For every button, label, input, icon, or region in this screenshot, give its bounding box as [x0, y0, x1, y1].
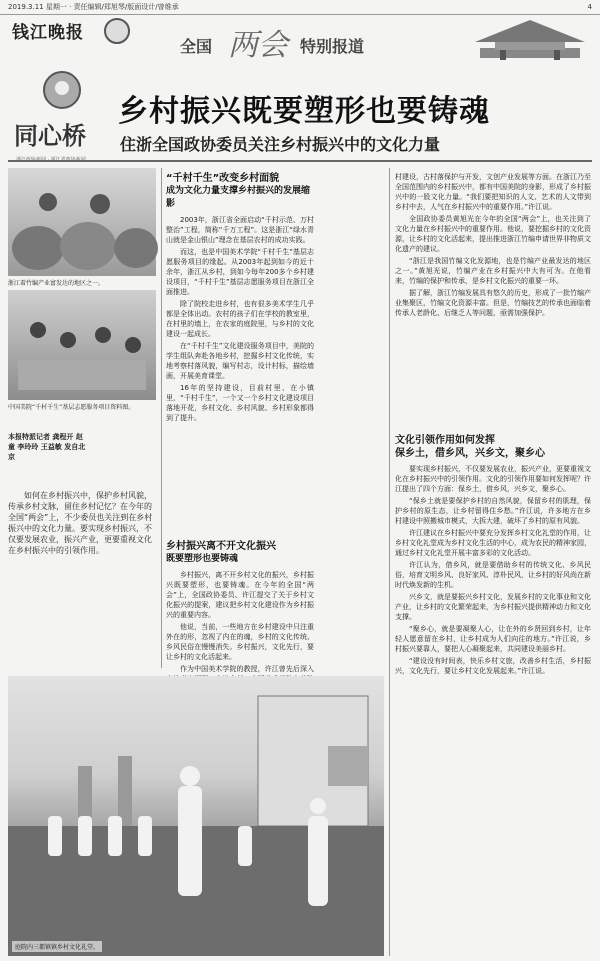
- paragraph: 村建设，古村落保护与开发，文创产业发展等方面。在浙江乃至全国范围内的乡村振兴中，都有中国美院的身影，形成了乡村振兴中的一股文化力量。“我们要把知识的人文、艺术的人文带到乡村中去，人气在乡村振兴中的重要作用。”许江说。: [395, 173, 591, 211]
- section-two: [166, 540, 314, 680]
- paragraph: “保乡土就是要保护乡村的自然风貌，保留乡村的肌理，保护乡村的原生态，让乡村留得住乡愁。”许江说，许多地方在乡村建设中照搬城市模式，大拆大建，破坏了乡村的原有风貌。: [395, 497, 591, 525]
- section-title: 保乡土，借乡风，兴乡文，聚乡心: [395, 448, 545, 459]
- byline: 本报特派记者 龚程开 赵童 李玲玲 王益敏 发自北京: [8, 433, 86, 461]
- paragraph: 全国政协委员黄旭光在今年的全国“两会”上，也关注到了文化力量在乡村振兴中的重要作用。他说，要挖掘乡村的文化资源，让乡村的文化活起来，提出推进浙江竹编申请世界非物质文化遗产的建议。: [395, 215, 591, 253]
- section-three: [395, 434, 591, 950]
- section-title: “千村千生”改变乡村面貌: [166, 173, 280, 184]
- section-body: [395, 464, 591, 950]
- paragraph: 在“千村千生”文化建设服务项目中，美院的学生组队奔赴各地乡村，挖掘乡村文化传统，实地考察村落风貌，编写村志，设计村标，描绘墙画，开展美育课堂。: [166, 342, 314, 380]
- header-divider: [8, 160, 592, 162]
- issue-info: 2019.3.11 星期一 · 责任编辑/郑旭琴/版面设计/曾维承: [8, 3, 179, 11]
- classroom-photo: [8, 290, 156, 400]
- emblem-icon: [104, 18, 130, 44]
- section-title: 文化引领作用如何发挥: [395, 435, 495, 446]
- newspaper-logo: 钱江晚报: [12, 23, 84, 43]
- paragraph: 据了解，浙江竹编发展具有悠久的历史，形成了一批竹编产业集聚区，竹编文化资源丰富。但是，竹编技艺的传承也面临着传承人老龄化、后继乏人等问题，亟需加强保护。: [395, 289, 591, 317]
- paragraph: 2003年，浙江省全面启动“千村示范、万村整治”工程，简称“千万工程”。这是浙江“绿水青山就是金山银山”理念在基层农村的成功实践。: [166, 216, 314, 244]
- intro-text: 如何在乡村振兴中，保护乡村风貌，传承乡村文脉，留住乡村记忆？在今年的全国“两会”上，不少委员也关注到在乡村振兴中的文化力量。要实现乡村振兴，不仅要发展农业，振兴产业，更要重视文化在乡村振兴中的引领作用。: [8, 491, 153, 555]
- bamboo-baskets-icon: [8, 168, 156, 276]
- temple-illustration-icon: [470, 12, 590, 62]
- children-painting-icon: [8, 290, 156, 400]
- column-divider: [161, 168, 162, 668]
- column-name: 同心桥: [14, 121, 86, 150]
- section-one: [166, 172, 314, 515]
- special-report-banner: [180, 26, 420, 63]
- performers-icon: [8, 676, 384, 956]
- paragraph: 而这，也是中国美术学院“千村千生”基层志愿服务项目的缘起。从2003年起到如今的近十余年，浙江从乡村，到如今每年200多个乡村建设项目，“千村千生”基层志愿服务项目在浙江全面推进。: [166, 248, 314, 296]
- cppcc-emblem-icon: [40, 70, 84, 110]
- paragraph: “建设没有时间表，快乐乡村文旅，改善乡村生活，乡村振兴，文化先行，要让乡村文化发展起来。”许江说。: [395, 657, 591, 675]
- photo-caption: 庭院内三都镇镇乡村文化礼堂。: [12, 941, 102, 952]
- section-body: [166, 570, 314, 680]
- column-divider: [389, 168, 390, 956]
- photo-caption: 中国美院“千村千生”基层志愿服务项目资料图。: [8, 404, 135, 411]
- tai-chi-performance-photo: [8, 676, 384, 956]
- continued-text: [395, 172, 591, 428]
- subheadline: 住浙全国政协委员关注乡村振兴中的文化力量: [120, 135, 441, 154]
- section-title: 乡村振兴离不开文化振兴: [166, 541, 276, 552]
- paragraph: 许江认为，借乡风，就是要借助乡村的传统文化、乡风民俗，培育文明乡风、良好家风、淳朴民风，让乡村的好风尚在新时代焕发新的生机。: [395, 561, 591, 589]
- headline: 乡村振兴既要塑形也要铸魂: [118, 94, 490, 129]
- bamboo-weaving-photo: [8, 168, 156, 276]
- special-report-prefix: 全国: [180, 37, 213, 56]
- special-report-logo: 两会: [228, 28, 288, 63]
- paragraph: “聚乡心，就是要凝聚人心，让在外的乡贤回到乡村，让年轻人愿意留在乡村，让乡村成为人们向往的地方。”许江说，乡村振兴要靠人，要把人心凝聚起来，共同建设美丽乡村。: [395, 625, 591, 653]
- section-title: 既要塑形也要铸魂: [166, 554, 239, 564]
- photo-caption: 浙江着竹编产业富发达的地区之一。: [8, 280, 105, 287]
- paragraph: “浙江是我国竹编文化发源地，也是竹编产业最发达的地区之一。”黄旭光说，竹编产业在乡村振兴中大有可为。在他看来，竹编的保护和传承，是乡村文化振兴的重要一环。: [395, 257, 591, 285]
- section-body: [166, 215, 314, 515]
- paragraph: 他说，当前，一些地方在乡村建设中只注重外在的形，忽视了内在的魂，乡村的文化传统、乡风民俗在慢慢消失。乡村振兴，文化先行，要让乡村的文化活起来。: [166, 623, 314, 661]
- paragraph: 16年的坚持建设，目前村里、在小镇里，“千村千生”，一个又一个乡村文化建设项目落地开花，乡村文化、乡村风貌、乡村形象都得到了提升。: [166, 384, 314, 422]
- paragraph: 兴乡文，就是要振兴乡村文化，发展乡村的文化事业和文化产业，让乡村的文化繁荣起来，为乡村振兴提供精神动力和文化支撑。: [395, 593, 591, 621]
- special-report-suffix: 特别报道: [300, 37, 365, 56]
- section-title: 成为文化力量支撑乡村振兴的发展缩影: [166, 186, 311, 209]
- paragraph: 作为中国美术学院的教授，许江曾先后深入: [180, 665, 314, 673]
- page-number: 4: [587, 3, 592, 11]
- paragraph: 许江建议在乡村振兴中要充分发挥乡村文化礼堂的作用，让乡村文化礼堂成为乡村文化生活的中心，成为农民的精神家园，通过乡村文化礼堂开展丰富多彩的文化活动。: [395, 529, 591, 557]
- paragraph: 乡村振兴，离不开乡村文化的振兴，乡村振兴既要塑形，也要铸魂。在今年的全国“两会”上，全国政协委员、许江提交了关于乡村文化振兴的提案，建议把乡村文化建设作为乡村振兴的重要内容。: [166, 571, 314, 619]
- paragraph: 要实现乡村振兴，不仅要发展农业，振兴产业，更要重视文化在乡村振兴中的引领作用。文化的引领作用要如何发挥呢？许江提出了四个方面：保乡土，借乡风，兴乡文，聚乡心。: [395, 465, 591, 493]
- paragraph: 除了院校走进乡村，也有很多美术学生几乎都是全体出动。农村的孩子们在学校的教室里，在村里的墙上，在农家的庭院里，与乡村的文化建设一起成长。: [166, 300, 314, 338]
